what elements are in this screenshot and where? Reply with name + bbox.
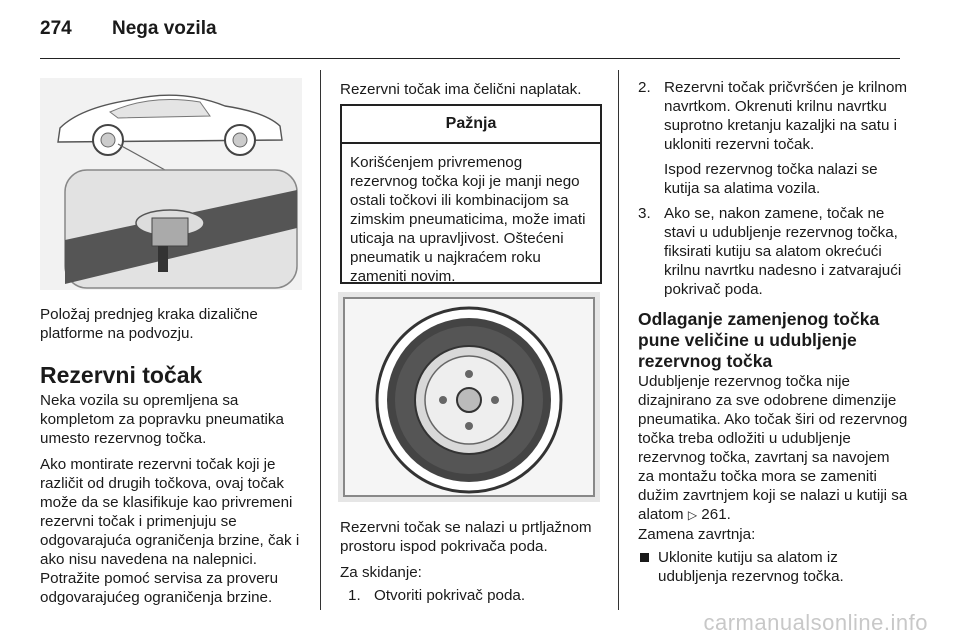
- paragraph: Rezervni točak se nalazi u prtljažnom prostoru ispod pokrivača poda.: [340, 519, 592, 555]
- column-divider-1: [320, 70, 321, 610]
- spare-wheel-illustration: [338, 292, 600, 502]
- column-2-intro: [340, 80, 608, 106]
- paragraph-text: Udubljenje rezervnog točka nije dizajnirano za sve odobrene dimenzije pneumatika. Ako točak širi od rezervnog točka treba odložiti u udubljenje rezervnog točka, zavrtanj sa navojem za montažu točka mora se zameniti dužim zavrtnjem koji se nalazi u kutiji sa alatom: [638, 373, 908, 523]
- figure-caption: Položaj prednjeg kraka dizalične platforme na podvozju.: [40, 306, 258, 342]
- step-text: Rezervni točak pričvršćen je krilnom navrtkom. Okrenuti krilnu navrtku suprotno kretanju kazaljki na satu i ukloniti rezervni točak.: [664, 79, 908, 153]
- steps-list: [638, 204, 908, 299]
- paragraph: Ako montirate rezervni točak koji je različit od drugih točkova, ovaj točak može da se klasifikuje kao privremeni rezervni točak i primenjuju se odgovarajuća ograničenja brzine, čak i ako nisu navedena na nalepnici. Potražite pomoć servisa za proveru odgovarajućeg ograničenja brzine.: [40, 456, 300, 606]
- car-lift-illustration: [40, 78, 302, 290]
- bullet-square-icon: [640, 553, 649, 562]
- step-text: Ako se, nakon zamene, točak ne stavi u udubljenje rezervnog točka, fiksirati kutiju sa alatom okrećući krilnu navrtku nadesno i zatvarajući pokrivač poda.: [664, 205, 902, 298]
- header-rule: [40, 58, 900, 59]
- page-title: Nega vozila: [112, 18, 217, 39]
- section-heading: Rezervni točak: [40, 362, 203, 388]
- paragraph: Za skidanje:: [340, 564, 422, 581]
- step-number: 1.: [348, 587, 361, 604]
- notice-title: Pažnja: [342, 106, 600, 144]
- watermark: carmanualsonline.info: [703, 610, 928, 635]
- column-2: [340, 518, 608, 611]
- page-number: 274: [40, 18, 72, 39]
- column-3: [638, 78, 908, 586]
- bullet-item: [638, 548, 908, 586]
- paragraph: Neka vozila su opremljena sa kompletom za popravku pneumatika umesto rezervnog točka.: [40, 392, 284, 447]
- step-number: 2.: [638, 79, 651, 96]
- page-header: [40, 18, 217, 40]
- paragraph: Zamena zavrtnja:: [638, 526, 756, 543]
- column-1: [40, 305, 308, 614]
- notice-body: Korišćenjem privremenog rezervnog točka koji je manji nego ostali točkovi ili kombinacijom sa zimskim pneumaticima, može imati uticaja na upravljivost. Oštećeni pneumatik u najkraćem roku zameniti novim.: [350, 154, 586, 285]
- section-heading: Odlaganje zamenjenog točka pune veličine u udubljenje rezervnog točka: [638, 309, 880, 371]
- paragraph: [638, 372, 908, 525]
- paragraph: Rezervni točak ima čelični naplatak.: [340, 81, 582, 98]
- step-note: Ispod rezervnog točka nalazi se kutija sa alatima vozila.: [664, 161, 878, 197]
- list-item: [348, 586, 608, 605]
- notice-box: [340, 104, 602, 284]
- column-divider-2: [618, 70, 619, 610]
- page-reference[interactable]: 261.: [701, 506, 731, 523]
- page-reference-icon[interactable]: ▷: [687, 508, 698, 522]
- list-item: [638, 204, 908, 299]
- list-item: [638, 78, 908, 154]
- steps-list: [638, 78, 908, 154]
- step-text: Otvoriti pokrivač poda.: [374, 587, 526, 604]
- bullet-text: Uklonite kutiju sa alatom iz udubljenja rezervnog točka.: [658, 549, 844, 585]
- step-number: 3.: [638, 205, 651, 222]
- steps-list: [340, 586, 608, 605]
